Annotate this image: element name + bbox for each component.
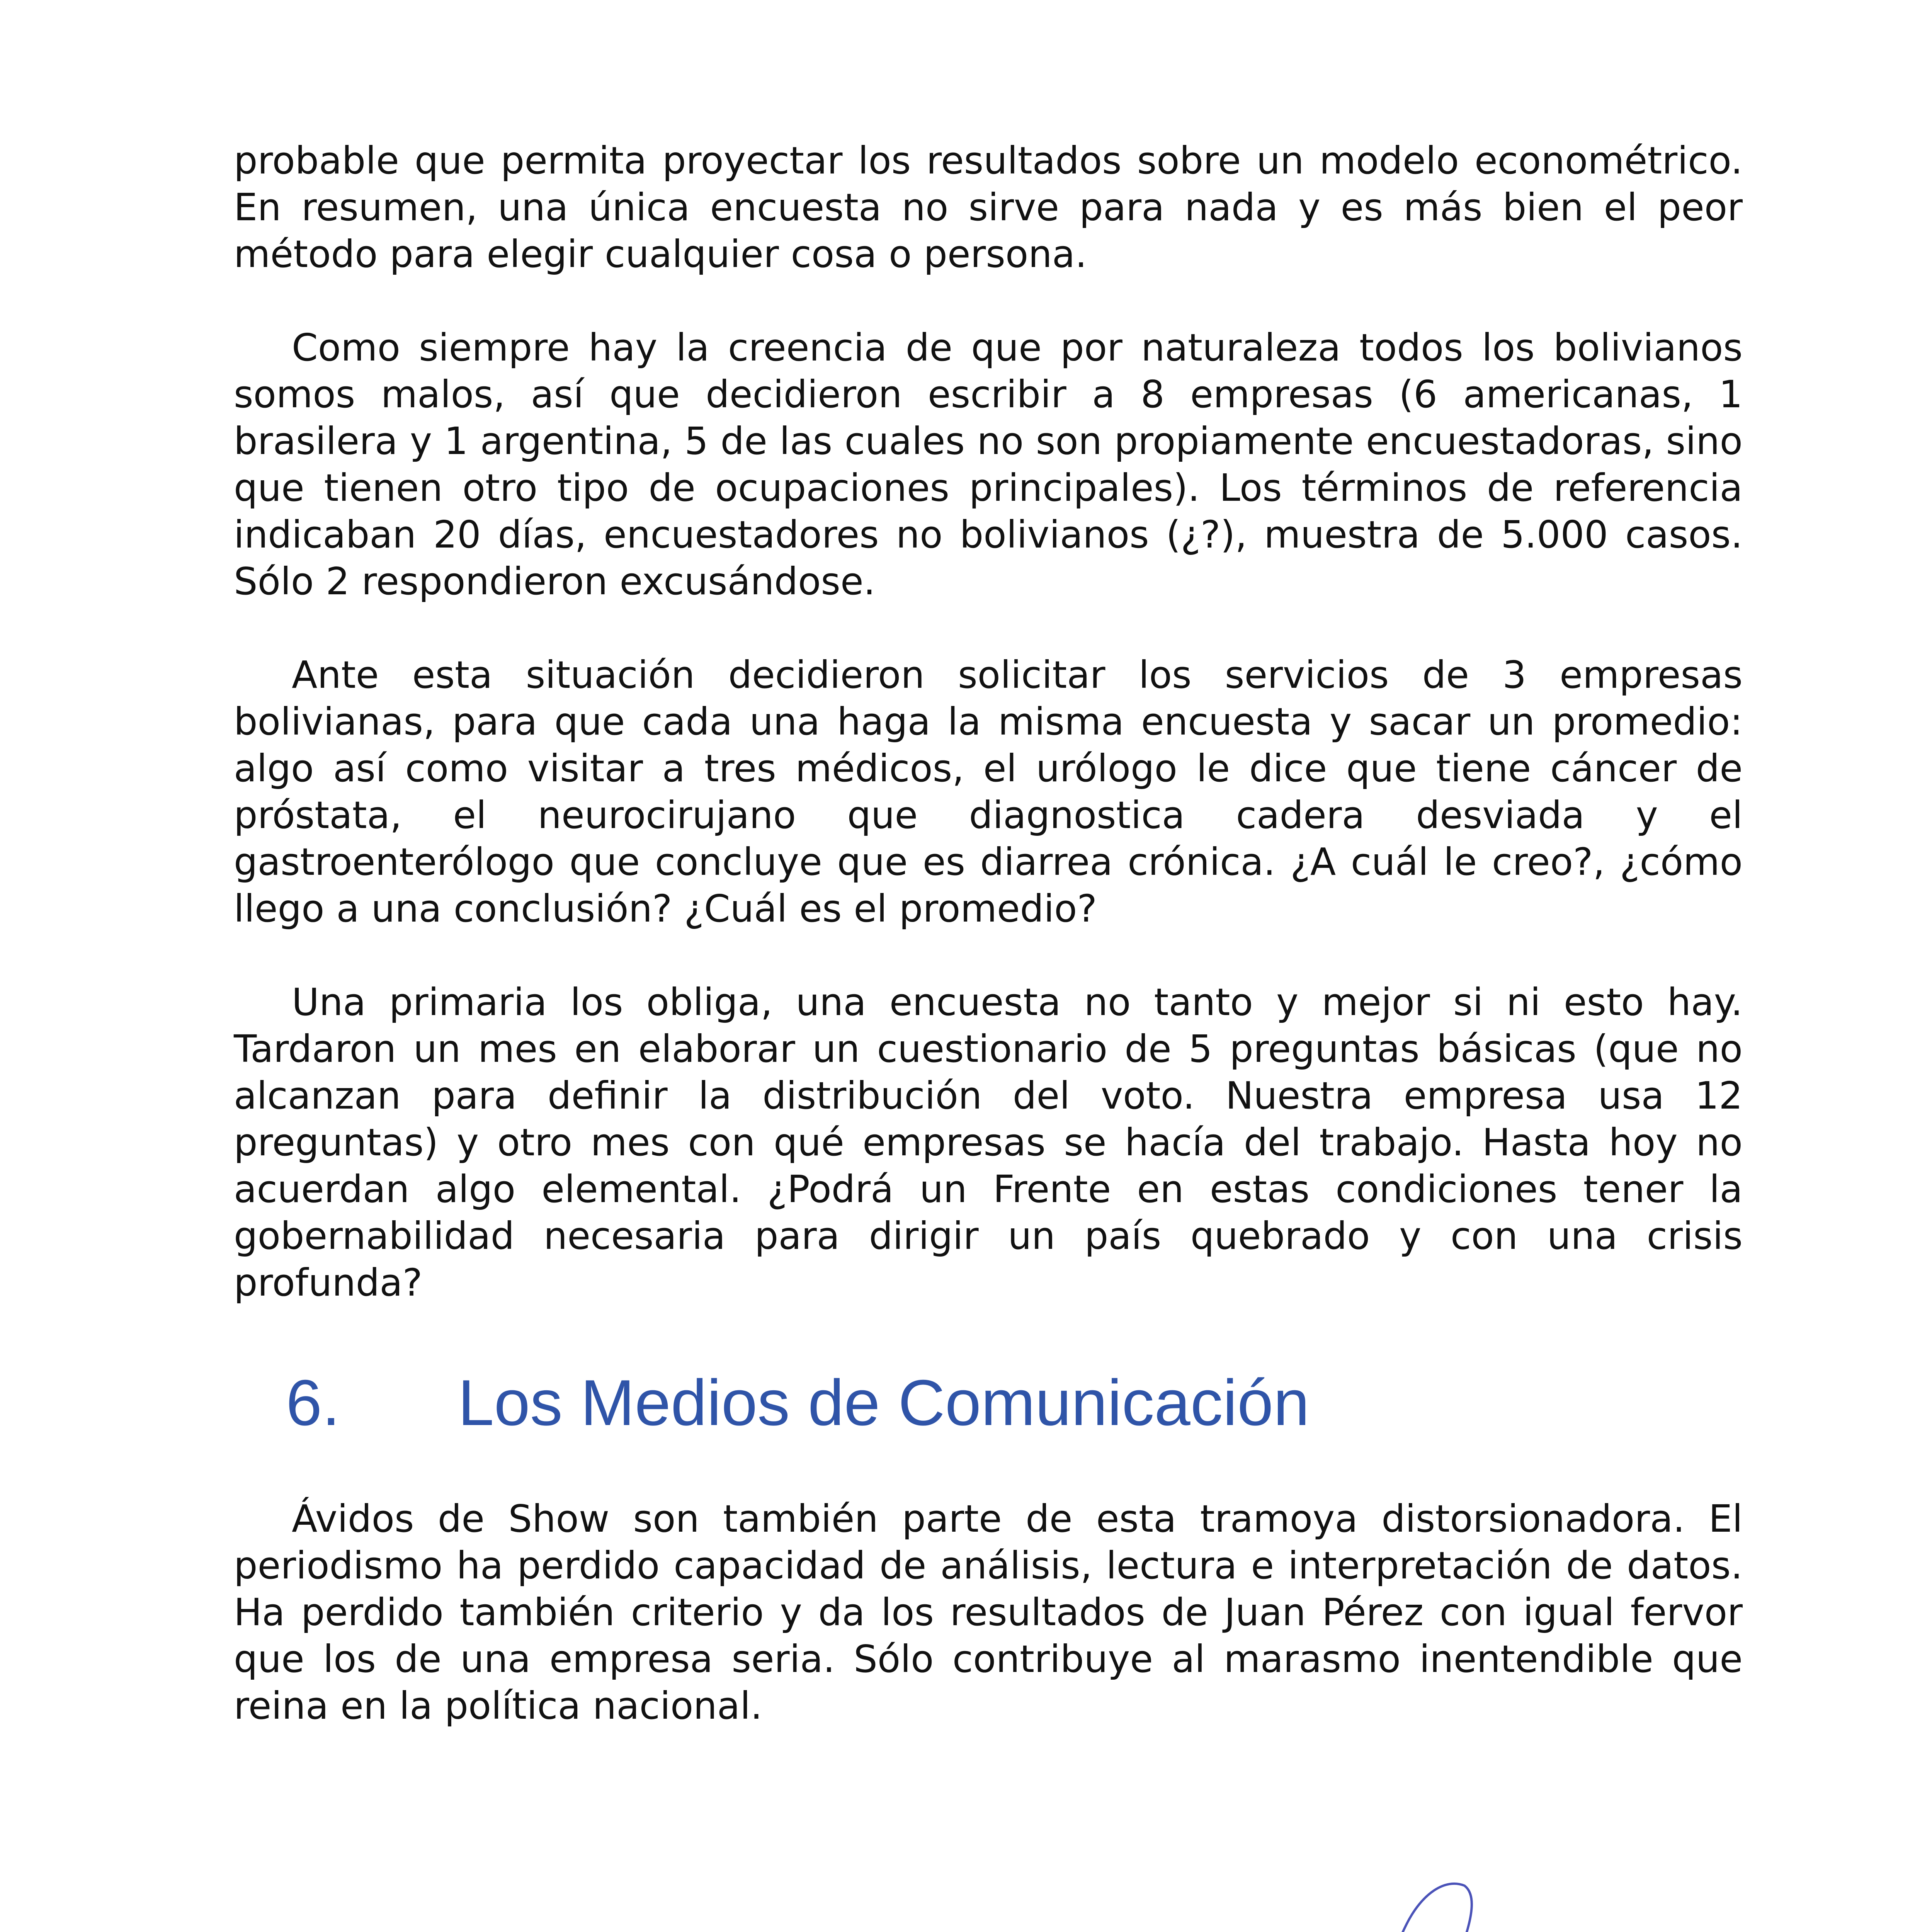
section-number: 6.	[286, 1366, 340, 1439]
paragraph-3: Ante esta situación decidieron solicitar los servicios de 3 empresas bolivianas, para que cada una haga la misma encuesta y sacar un promedio: algo así como visitar a tres médicos, el urólogo le dice que tiene cáncer de próstata, el neurocirujano que diagnostica cadera desviada y el gastroenterólogo que concluye que es diarrea crónica. ¿A cuál le creo?, ¿cómo llego a una conclusión? ¿Cuál es el promedio?	[234, 653, 1743, 930]
section-title: Los Medios de Comunicación	[458, 1366, 1310, 1439]
paragraph-4: Una primaria los obliga, una encuesta no tanto y mejor si ni esto hay. Tardaron un mes en elaborar un cuestionario de 5 preguntas básicas (que no alcanzan para definir la distribución del voto. Nuestra empresa usa 12 preguntas) y otro mes con qué empresas se hacía del trabajo. Hasta hoy no acuerdan algo elemental. ¿Podrá un Frente en estas condiciones tener la gobernabilidad necesaria para dirigir un país quebrado y con una crisis profunda?	[234, 980, 1743, 1304]
handwritten-signature	[1306, 1855, 1735, 1932]
section-body	[234, 1495, 1743, 1729]
paragraph-2: Como siempre hay la creencia de que por naturaleza todos los bolivianos somos malos, así que decidieron escribir a 8 empresas (6 americanas, 1 brasilera y 1 argentina, 5 de las cuales no son propiamente encuestadoras, sino que tienen otro tipo de ocupaciones principales). Los términos de referencia indicaban 20 días, encuestadores no bolivianos (¿?), muestra de 5.000 casos. Sólo 2 respondieron excusándose.	[234, 326, 1743, 603]
body-text	[234, 137, 1743, 1306]
section-paragraph: Ávidos de Show son también parte de esta tramoya distorsionadora. El periodismo ha perdido capacidad de análisis, lectura e interpretación de datos. Ha perdido también criterio y da los resultados de Juan Pérez con igual fervor que los de una empresa seria. Sólo contribuye al marasmo inentendible que reina en la política nacional.	[234, 1497, 1743, 1728]
paragraph-1: probable que permita proyectar los resultados sobre un modelo econométrico. En resumen, una única encuesta no sirve para nada y es más bien el peor método para elegir cualquier cosa o persona.	[234, 139, 1743, 276]
section-heading	[286, 1364, 1716, 1441]
